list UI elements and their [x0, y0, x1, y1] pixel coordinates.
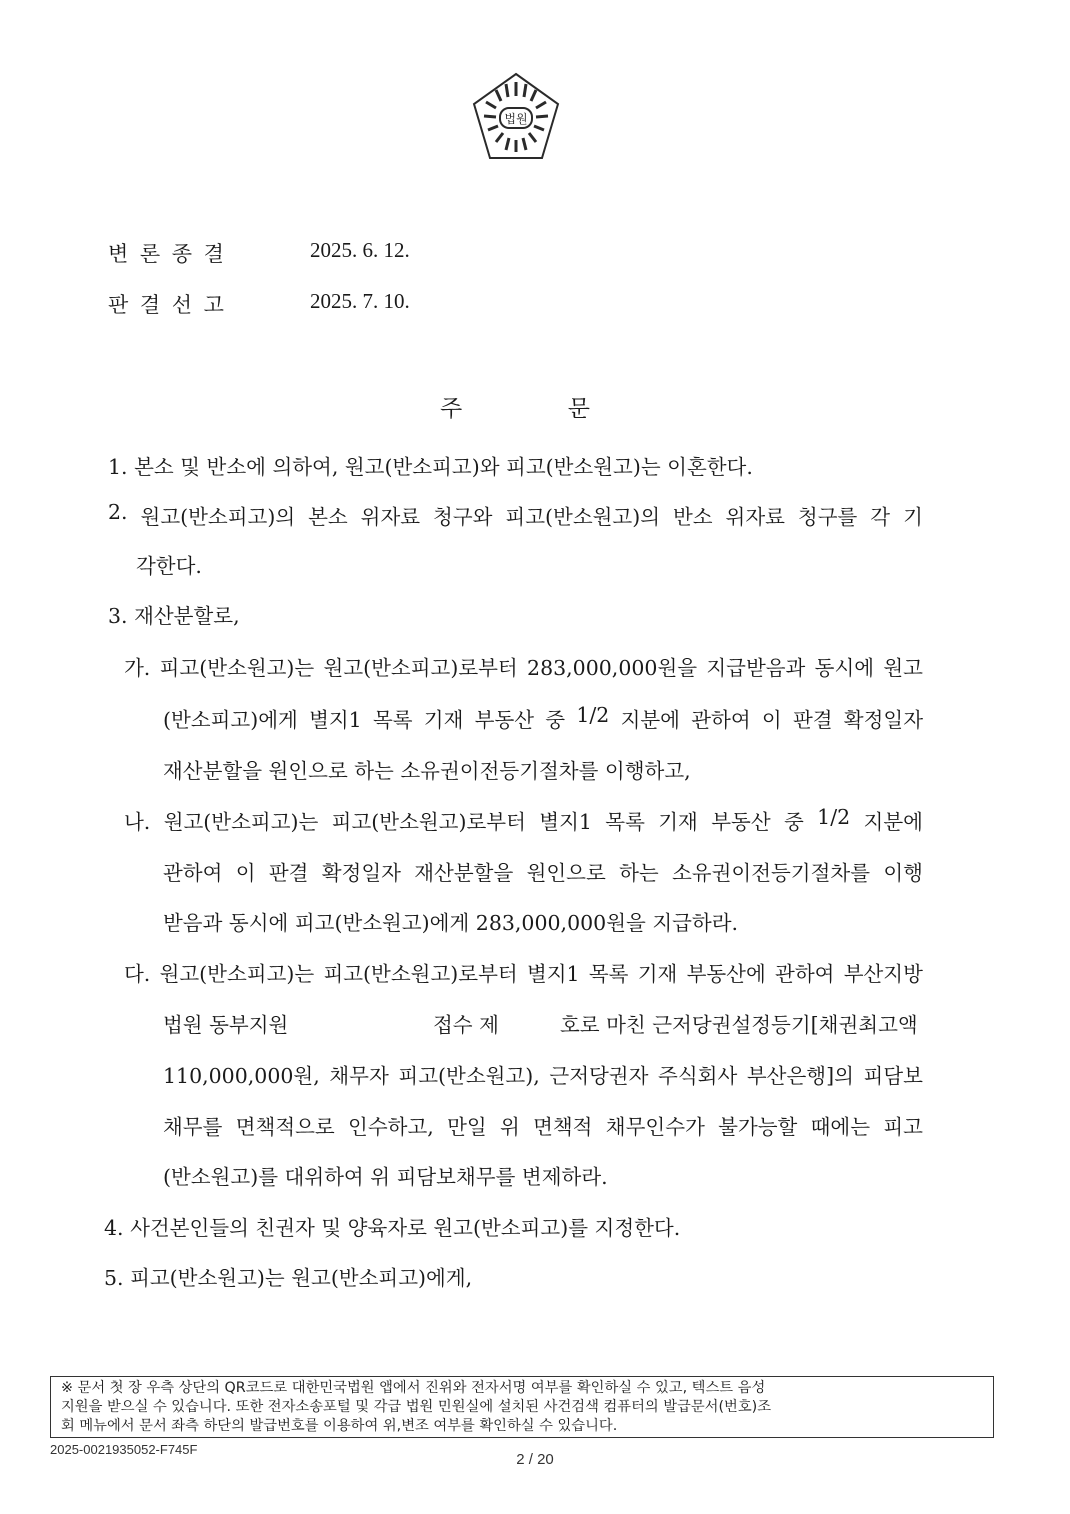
page-number: 2 / 20: [516, 1451, 554, 1468]
hearing-end-label: 변 론 종 결: [108, 242, 224, 266]
order-item-3-ga: 가. 피고(반소원고)는 원고(반소피고)로부터 283,000,000원을 지급받음과 동시에 원고: [124, 656, 923, 680]
order-item-3-da-cont1c: 호로 마친 근저당권설정등기[채권최고액: [560, 1013, 918, 1037]
notice-line-3: 회 메뉴에서 문서 좌측 하단의 발급번호를 이용하여 위,변조 여부를 확인하실 수 있습니다.: [61, 1418, 618, 1434]
order-item-5: 5. 피고(반소원고)는 원고(반소피고)에게,: [104, 1266, 473, 1290]
order-item-3: 3. 재산분할로,: [108, 604, 240, 628]
order-item-3-ga-cont2: 재산분할을 원인으로 하는 소유권이전등기절차를 이행하고,: [163, 759, 691, 783]
hearing-end-date: 2025. 6. 12.: [310, 238, 410, 262]
order-item-4: 4. 사건본인들의 친권자 및 양육자로 원고(반소피고)를 지정한다.: [104, 1216, 681, 1240]
issue-number: 2025-0021935052-F745F: [50, 1442, 198, 1457]
order-item-3-ga-cont1: (반소피고)에게 별지1 목록 기재 부동산 중 1/2 지분에 관하여 이 판결 확정일자: [163, 703, 923, 732]
order-item-1: 1. 본소 및 반소에 의하여, 원고(반소피고)와 피고(반소원고)는 이혼한다.: [108, 455, 753, 479]
order-item-3-da-cont4: (반소원고)를 대위하여 위 피담보채무를 변제하라.: [163, 1165, 608, 1189]
order-item-3-na-cont1: 관하여 이 판결 확정일자 재산분할을 원인으로 하는 소유권이전등기절차를 이행: [163, 861, 923, 885]
seal-text: 법원: [504, 112, 528, 126]
sentencing-label: 판 결 선 고: [108, 293, 224, 317]
order-item-3-na: 나. 원고(반소피고)는 피고(반소원고)로부터 별지1 목록 기재 부동산 중 1/2 지분에: [124, 805, 923, 834]
order-item-3-da-cont1b: 접수 제: [433, 1013, 499, 1037]
order-item-2-cont: 각한다.: [136, 554, 202, 578]
order-item-3-da: 다. 원고(반소피고)는 피고(반소원고)로부터 별지1 목록 기재 부동산에 관하여 부산지방: [124, 962, 923, 986]
order-item-2: 2. 원고(반소피고)의 본소 위자료 청구와 피고(반소원고)의 반소 위자료 청구를 각 기: [108, 500, 923, 529]
order-item-3-na-cont2: 받음과 동시에 피고(반소원고)에게 283,000,000원을 지급하라.: [163, 911, 739, 935]
verification-notice: [50, 1376, 994, 1438]
section-heading: 주 문: [440, 396, 590, 422]
sentencing-date: 2025. 7. 10.: [310, 289, 410, 313]
order-item-3-da-cont1a: 법원 동부지원: [163, 1013, 289, 1037]
notice-line-2: 지원을 받으실 수 있습니다. 또한 전자소송포털 및 각급 법원 민원실에 설치된 사건검색 컴퓨터의 발급문서(번호)조: [61, 1399, 772, 1415]
order-item-3-da-cont2: 110,000,000원, 채무자 피고(반소원고), 근저당권자 주식회사 부산은행]의 피담보: [163, 1064, 923, 1088]
court-seal-icon: [468, 70, 564, 166]
order-item-3-da-cont3: 채무를 면책적으로 인수하고, 만일 위 면책적 채무인수가 불가능할 때에는 피고: [163, 1115, 923, 1139]
notice-line-1: ※ 문서 첫 장 우측 상단의 QR코드로 대한민국법원 앱에서 진위와 전자서명 여부를 확인하실 수 있고, 텍스트 음성: [61, 1380, 766, 1396]
